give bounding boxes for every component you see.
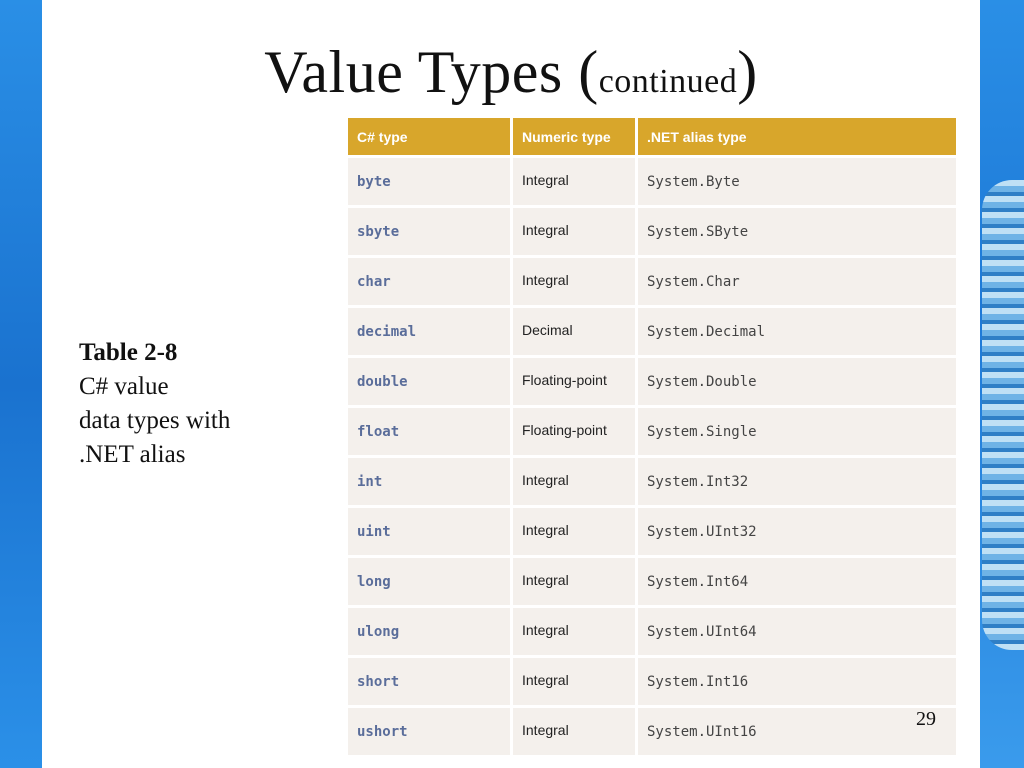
table-row <box>348 258 956 308</box>
cell-numeric-type: Floating-point <box>513 358 638 405</box>
cell-net-alias: System.Int32 <box>638 458 956 505</box>
cell-csharp-type: long <box>348 558 513 605</box>
table-body <box>348 158 956 758</box>
cell-numeric-type: Integral <box>513 658 638 705</box>
cell-net-alias: System.SByte <box>638 208 956 255</box>
cell-csharp-type: int <box>348 458 513 505</box>
cell-csharp-type: byte <box>348 158 513 205</box>
cell-net-alias: System.Byte <box>638 158 956 205</box>
cell-net-alias: System.Int16 <box>638 658 956 705</box>
cell-net-alias: System.UInt16 <box>638 708 956 755</box>
table-row <box>348 458 956 508</box>
background-right-panel <box>980 0 1024 768</box>
cell-numeric-type: Integral <box>513 258 638 305</box>
table-row <box>348 658 956 708</box>
cell-net-alias: System.Double <box>638 358 956 405</box>
cell-csharp-type: short <box>348 658 513 705</box>
cell-numeric-type: Decimal <box>513 308 638 355</box>
cell-numeric-type: Integral <box>513 158 638 205</box>
cell-csharp-type: ulong <box>348 608 513 655</box>
cell-numeric-type: Integral <box>513 508 638 555</box>
cell-net-alias: System.Int64 <box>638 558 956 605</box>
cell-numeric-type: Integral <box>513 208 638 255</box>
value-types-table <box>348 118 956 758</box>
cell-net-alias: System.Char <box>638 258 956 305</box>
caption-line: C# value <box>79 373 169 400</box>
table-row <box>348 158 956 208</box>
cell-csharp-type: decimal <box>348 308 513 355</box>
header-numeric-type: Numeric type <box>513 118 638 155</box>
table-row <box>348 558 956 608</box>
cell-csharp-type: sbyte <box>348 208 513 255</box>
cell-net-alias: System.UInt64 <box>638 608 956 655</box>
cell-numeric-type: Integral <box>513 608 638 655</box>
table-caption <box>79 336 230 472</box>
cell-net-alias: System.Single <box>638 408 956 455</box>
cell-numeric-type: Integral <box>513 708 638 755</box>
cell-csharp-type: double <box>348 358 513 405</box>
caption-line: data types with <box>79 407 231 434</box>
table-row <box>348 208 956 258</box>
table-row <box>348 308 956 358</box>
caption-table-number: Table 2-8 <box>79 339 178 366</box>
table-row <box>348 708 956 758</box>
title-close: ) <box>737 39 758 105</box>
table-row <box>348 508 956 558</box>
background-building-image <box>982 180 1024 650</box>
header-net-alias-type: .NET alias type <box>638 118 956 155</box>
cell-numeric-type: Integral <box>513 458 638 505</box>
header-csharp-type: C# type <box>348 118 513 155</box>
background-left-panel <box>0 0 42 768</box>
cell-csharp-type: float <box>348 408 513 455</box>
table-header-row <box>348 118 956 158</box>
cell-net-alias: System.Decimal <box>638 308 956 355</box>
title-main: Value Types ( <box>264 39 599 105</box>
cell-csharp-type: ushort <box>348 708 513 755</box>
cell-csharp-type: uint <box>348 508 513 555</box>
cell-numeric-type: Integral <box>513 558 638 605</box>
cell-net-alias: System.UInt32 <box>638 508 956 555</box>
table-row <box>348 408 956 458</box>
table-row <box>348 608 956 658</box>
caption-line: .NET alias <box>79 441 186 468</box>
page-number: 29 <box>916 708 936 730</box>
title-continued: continued <box>598 63 738 100</box>
slide <box>42 0 980 768</box>
slide-title <box>42 39 980 105</box>
table-row <box>348 358 956 408</box>
cell-numeric-type: Floating-point <box>513 408 638 455</box>
cell-csharp-type: char <box>348 258 513 305</box>
